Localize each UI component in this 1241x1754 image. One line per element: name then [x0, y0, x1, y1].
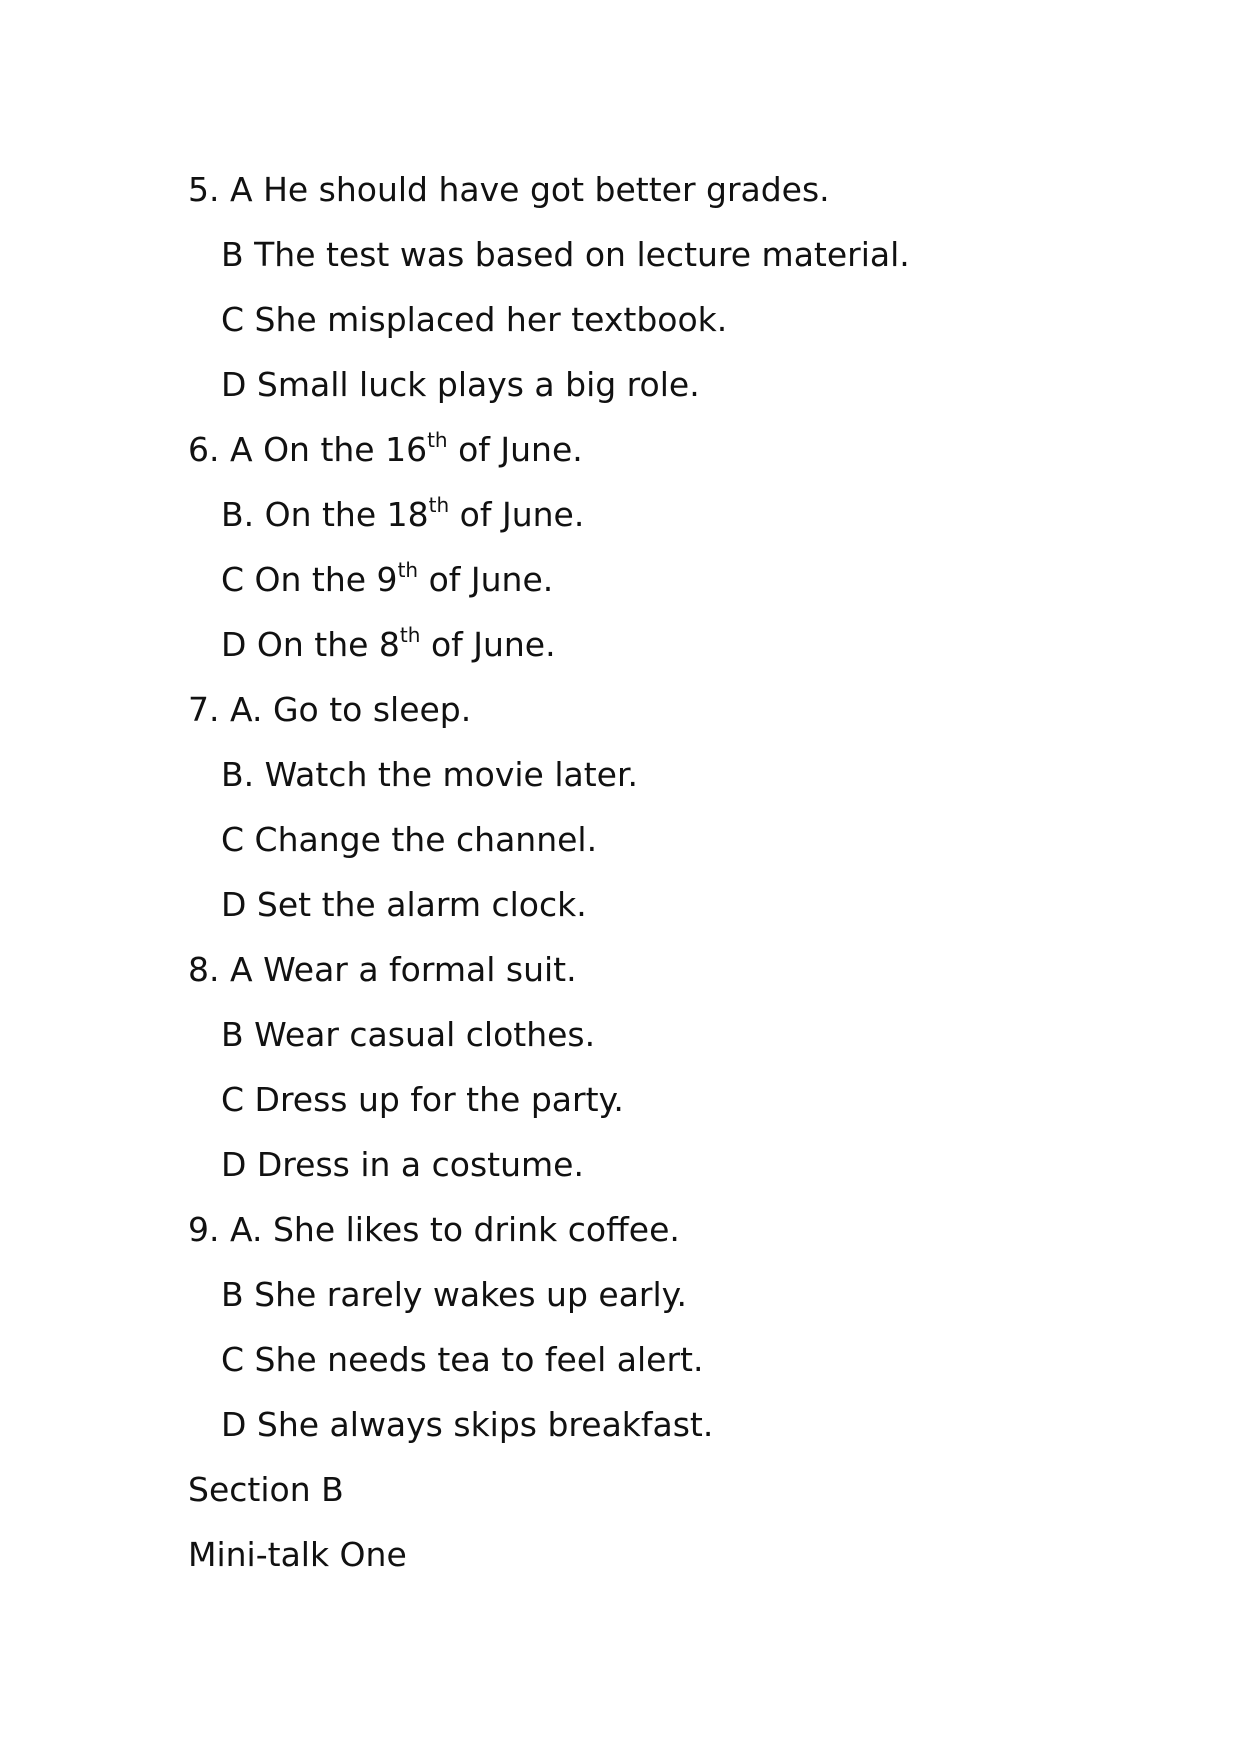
page-content — [188, 157, 1121, 1587]
option-text: A On the 16 — [230, 430, 428, 469]
option-text: A He should have got better grades. — [230, 170, 830, 209]
option-text: B. On the 18 — [221, 495, 429, 534]
question-8 — [188, 937, 1121, 1197]
question-5-option-c: C She misplaced her textbook. — [221, 300, 728, 339]
question-9 — [188, 1197, 1121, 1457]
question-number: 9. — [188, 1210, 220, 1249]
question-8-option-c: C Dress up for the party. — [221, 1080, 624, 1119]
option-text: A. She likes to drink coffee. — [230, 1210, 680, 1249]
question-7-option-a — [188, 677, 1121, 742]
question-9-option-c: C She needs tea to feel alert. — [221, 1340, 704, 1379]
question-6-option-d — [188, 612, 1121, 677]
question-6-option-a — [188, 417, 1121, 482]
question-7-option-b: B. Watch the movie later. — [221, 755, 638, 794]
ordinal-suffix: th — [428, 493, 450, 517]
subsection-heading: Mini-talk One — [188, 1535, 407, 1574]
question-7-option-c: C Change the channel. — [221, 820, 598, 859]
option-text-end: of June. — [420, 625, 556, 664]
question-6 — [188, 417, 1121, 677]
question-number: 5. — [188, 170, 220, 209]
ordinal-suffix: th — [397, 558, 419, 582]
question-9-option-b: B She rarely wakes up early. — [221, 1275, 687, 1314]
question-number: 6. — [188, 430, 220, 469]
question-number: 7. — [188, 690, 220, 729]
question-5-option-a — [188, 157, 1121, 222]
question-7 — [188, 677, 1121, 937]
question-8-option-a — [188, 937, 1121, 1002]
question-8-option-d: D Dress in a costume. — [221, 1145, 584, 1184]
question-8-option-b: B Wear casual clothes. — [221, 1015, 596, 1054]
option-text-end: of June. — [418, 560, 554, 599]
option-text: A Wear a formal suit. — [230, 950, 577, 989]
question-number: 8. — [188, 950, 220, 989]
question-5-option-b: B The test was based on lecture material. — [221, 235, 910, 274]
question-5 — [188, 157, 1121, 417]
option-text: D On the 8 — [221, 625, 400, 664]
question-6-option-b — [188, 482, 1121, 547]
section-heading: Section B — [188, 1470, 344, 1509]
option-text: C On the 9 — [221, 560, 398, 599]
option-text-end: of June. — [447, 430, 583, 469]
option-text: A. Go to sleep. — [230, 690, 472, 729]
question-9-option-a — [188, 1197, 1121, 1262]
ordinal-suffix: th — [399, 623, 421, 647]
question-7-option-d: D Set the alarm clock. — [221, 885, 587, 924]
question-5-option-d: D Small luck plays a big role. — [221, 365, 700, 404]
ordinal-suffix: th — [427, 428, 448, 452]
option-text-end: of June. — [449, 495, 585, 534]
question-6-option-c — [188, 547, 1121, 612]
question-9-option-d: D She always skips breakfast. — [221, 1405, 714, 1444]
